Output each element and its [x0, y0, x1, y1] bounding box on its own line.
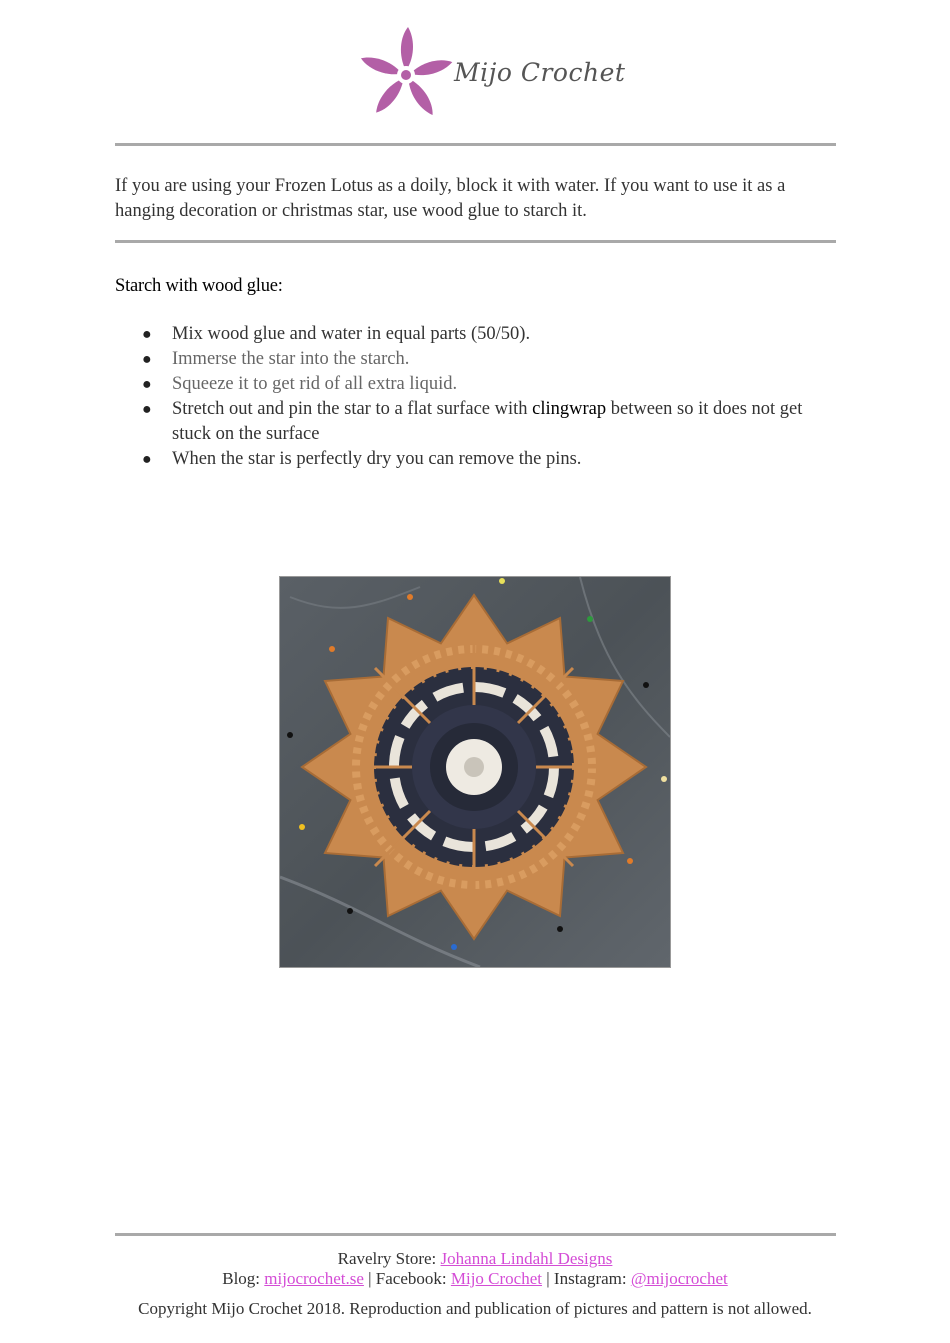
- list-item: [142, 447, 837, 472]
- ravelry-store-link[interactable]: Johanna Lindahl Designs: [440, 1249, 613, 1268]
- top-divider: [115, 143, 836, 146]
- list-item: [142, 322, 837, 347]
- section-heading: Starch with wood glue:: [115, 276, 283, 296]
- step-text: Stretch out and pin the star to a flat surface with: [172, 399, 533, 419]
- step-text: When the star is perfectly dry you can remove the pins.: [172, 449, 582, 469]
- ravelry-label: Ravelry Store:: [337, 1249, 441, 1268]
- footer-social: [0, 1269, 950, 1289]
- bullet-icon: ●: [142, 451, 152, 468]
- logo-text: Mijo Crochet: [454, 58, 626, 87]
- step-text-after: between so it does not get stuck on the surface: [172, 399, 803, 444]
- step-keyword: clingwrap: [532, 399, 607, 419]
- step-text: Squeeze it to get rid of all extra liquid.: [172, 374, 458, 394]
- bullet-icon: ●: [142, 351, 152, 368]
- intro-divider: [115, 240, 836, 243]
- blog-label: Blog:: [222, 1269, 265, 1288]
- crochet-star-photo: [279, 576, 671, 968]
- bullet-icon: ●: [142, 326, 152, 343]
- bullet-icon: ●: [142, 376, 152, 393]
- crochet-star-illustration: [280, 577, 670, 967]
- instagram-link[interactable]: @mijocrochet: [630, 1269, 728, 1288]
- instagram-label: | Instagram:: [542, 1269, 631, 1288]
- step-text: Mix wood glue and water in equal parts (50/50).: [172, 324, 531, 344]
- footer-divider: [115, 1233, 836, 1236]
- list-item: [142, 347, 837, 372]
- copyright-notice: Copyright Mijo Crochet 2018. Reproduction and publication of pictures and pattern is not allowed.: [138, 1299, 812, 1318]
- list-item: [142, 372, 837, 397]
- steps-list: [142, 322, 837, 472]
- facebook-label: | Facebook:: [363, 1269, 451, 1288]
- intro-paragraph: If you are using your Frozen Lotus as a doily, block it with water. If you want to use it as a hanging decoration or christmas star, use wood glue to starch it.: [115, 176, 786, 221]
- step-text: Immerse the star into the starch.: [172, 349, 410, 369]
- brand-logo: [360, 20, 626, 130]
- blog-link[interactable]: mijocrochet.se: [264, 1269, 364, 1288]
- bullet-icon: ●: [142, 401, 152, 418]
- lotus-flower-icon: [360, 20, 460, 130]
- list-item: [142, 397, 837, 447]
- facebook-link[interactable]: Mijo Crochet: [450, 1269, 543, 1288]
- footer-ravelry: [0, 1249, 950, 1269]
